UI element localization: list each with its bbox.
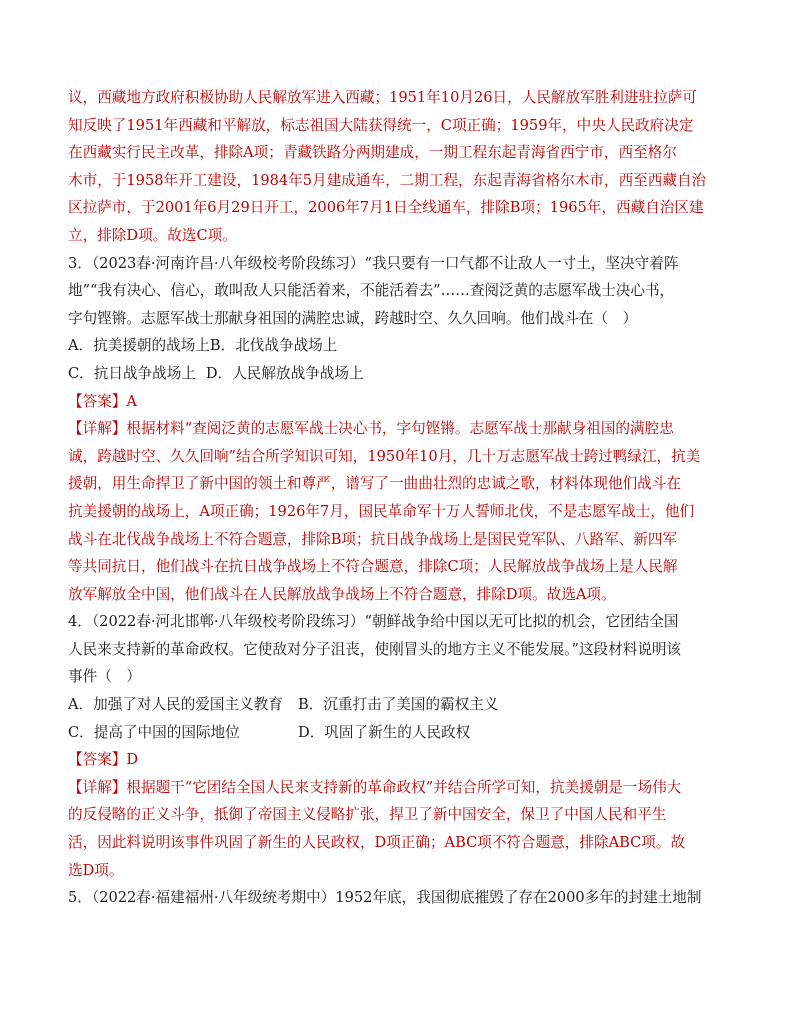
option-d: D．巩固了新生的人民政权 [298,723,471,741]
question-5-stem: 5．（2022春·福建福州·八年级统考期中）1952年底，我国彻底摧毁了存在2000多年的封建土地制 [68,889,702,907]
question-3-options-row-1 [68,332,728,360]
explanation-line: 放军解放全中国，他们战斗在人民解放战争战场上不符合题意，排除D项。故选A项。 [68,585,616,603]
question-3-stem: 3．（2023春·河南许昌·八年级校考阶段练习）“我只要有一口气都不让敌人一寸土，坚决守着阵 [68,254,679,272]
explanation-line: 【详解】根据题干“它团结全国人民来支持新的革命政权”并结合所学可知，抗美援朝是一场伟大 [68,778,682,796]
question-4-stem: 人民来支持新的革命政权。它使敌对分子沮丧，使刚冒头的地方主义不能发展。”这段材料说明该 [68,640,682,658]
explanation-line: 知反映了1951年西藏和平解放，标志祖国大陆获得统一，C项正确；1959年，中央人民政府决定 [68,116,694,134]
question-4-options-row-2 [68,719,728,747]
option-d: D．人民解放战争战场上 [205,364,364,382]
explanation-line: 木市，于1958年开工建设，1984年5月建成通车，二期工程，东起青海省格尔木市，西至西藏自治 [68,171,707,189]
explanation-line: 活，因此料说明该事件巩固了新生的人民政权，D项正确；ABC项不符合题意，排除ABC项。故 [68,834,686,852]
answer-label: 【答案】A [68,392,137,410]
option-c: C．抗日战争战场上 [68,364,196,382]
question-3-options-row-2 [68,360,728,388]
page-content [68,84,728,912]
explanation-line: 【详解】根据材料“查阅泛黄的志愿军战士决心书，字句铿锵。志愿军战士那献身祖国的满腔忠 [68,420,674,438]
explanation-line: 援朝，用生命捍卫了新中国的领土和尊严，谱写了一曲曲壮烈的忠诚之歌，材料体现他们战斗在 [68,475,681,493]
explanation-line: 区拉萨市，于2001年6月29日开工，2006年7月1日全线通车，排除B项；1965年，西藏自治区建 [68,199,704,217]
explanation-line: 选D项。 [68,861,124,879]
question-4-options-row-1 [68,691,728,719]
option-a: A．抗美援朝的战场上 [68,337,210,355]
option-b: B．沉重打击了美国的霸权主义 [298,696,499,714]
option-a: A．加强了对人民的爱国主义教育 [68,696,283,714]
explanation-line: 议，西藏地方政府积极协助人民解放军进入西藏；1951年10月26日，人民解放军胜利进驻拉萨可 [68,89,697,106]
explanation-line: 立，排除D项。故选C项。 [68,226,237,244]
explanation-line: 诚，跨越时空、久久回响”结合所学知识可知，1950年10月，几十万志愿军战士跨过鸭绿江，抗美 [68,447,701,465]
question-3-stem: 地”“我有决心、信心，敢叫敌人只能活着来，不能活着去”……查阅泛黄的志愿军战士决心书， [68,282,675,300]
option-b: B．北伐战争战场上 [209,337,338,355]
explanation-line: 抗美援朝的战场上，A项正确；1926年7月，国民革命军十万人誓师北伐，不是志愿军战士，他们 [68,502,695,520]
explanation-line: 等共同抗日，他们战斗在抗日战争战场上不符合题意，排除C项；人民解放战争战场上是人民解 [68,558,678,576]
question-4-stem: 4．（2022春·河北邯郸·八年级校考阶段练习）“朝鲜战争给中国以无可比拟的机会，它团结全国 [68,613,679,631]
explanation-line: 战斗在北伐战争战场上不符合题意，排除B项；抗日战争战场上是国民党军队、八路军、新四军 [68,530,678,548]
explanation-line: 的反侵略的正义斗争，抵御了帝国主义侵略扩张，捍卫了新中国安全，保卫了中国人民和平生 [68,806,667,824]
option-c: C．提高了中国的国际地位 [68,723,240,741]
answer-label: 【答案】D [68,751,139,769]
explanation-line: 在西藏实行民主改革，排除A项；青藏铁路分两期建成，一期工程东起青海省西宁市，西至格尔 [68,144,677,162]
question-4-stem: 事件（ ） [68,668,141,686]
question-3-stem: 字句铿锵。志愿军战士那献身祖国的满腔忠诚，跨越时空、久久回响。他们战斗在（ ） [68,309,638,327]
